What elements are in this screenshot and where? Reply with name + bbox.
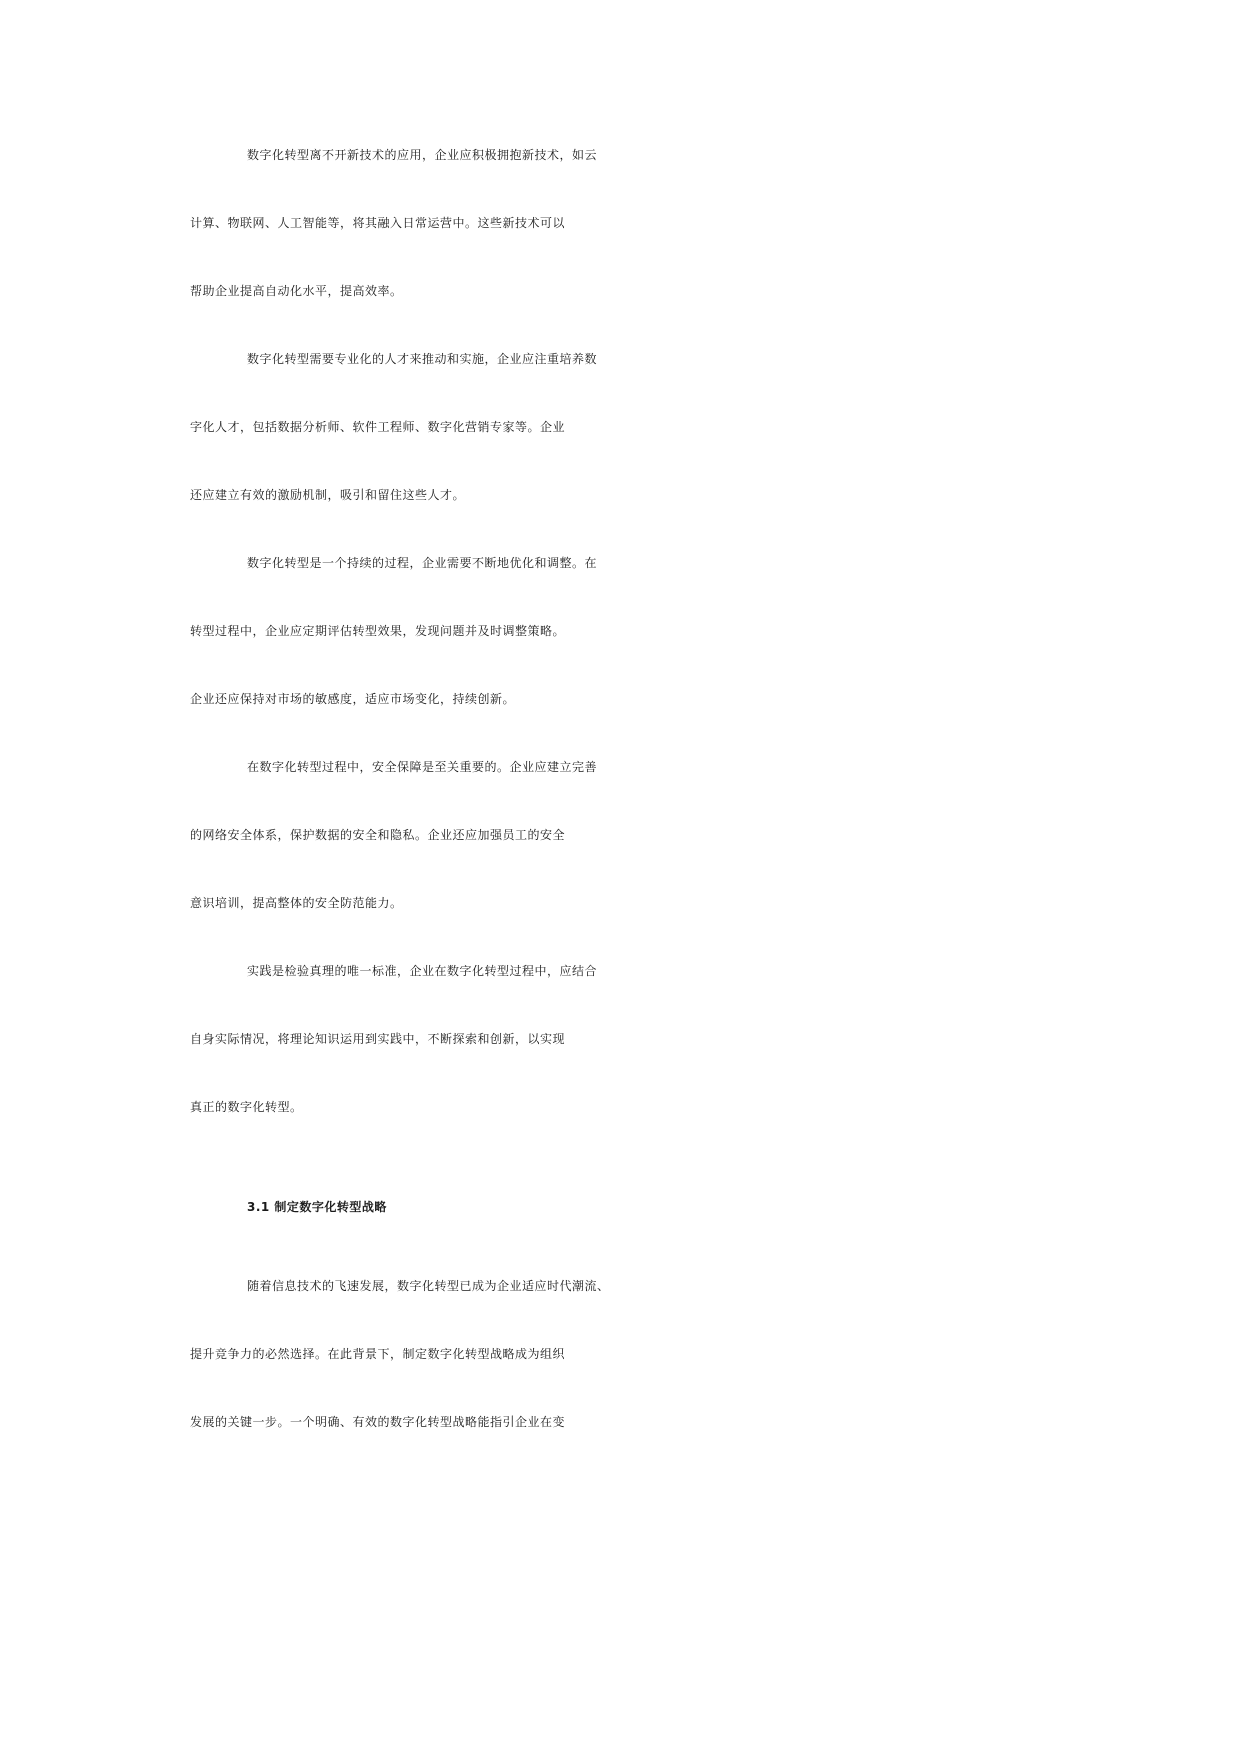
- section-heading: 3.1 制定数字化转型战略: [247, 1200, 387, 1214]
- paragraph-2-line-3: 还应建立有效的激励机制，吸引和留住这些人才。: [190, 488, 466, 502]
- paragraph-4-line-2: 的网络安全体系，保护数据的安全和隐私。企业还应加强员工的安全: [190, 828, 566, 842]
- section-paragraph-line-2: 提升竞争力的必然选择。在此背景下，制定数字化转型战略成为组织: [190, 1347, 566, 1361]
- paragraph-5-line-1: 实践是检验真理的唯一标准，企业在数字化转型过程中，应结合: [247, 964, 598, 978]
- paragraph-2-line-1: 数字化转型需要专业化的人才来推动和实施，企业应注重培养数: [247, 352, 598, 366]
- paragraph-5-line-2: 自身实际情况，将理论知识运用到实践中，不断探索和创新，以实现: [190, 1032, 566, 1046]
- paragraph-4-line-1: 在数字化转型过程中，安全保障是至关重要的。企业应建立完善: [247, 760, 598, 774]
- paragraph-1-line-3: 帮助企业提高自动化水平，提高效率。: [190, 284, 403, 298]
- paragraph-3-line-2: 转型过程中，企业应定期评估转型效果，发现问题并及时调整策略。: [190, 624, 566, 638]
- paragraph-4-line-3: 意识培训，提高整体的安全防范能力。: [190, 896, 403, 910]
- paragraph-1-line-2: 计算、物联网、人工智能等，将其融入日常运营中。这些新技术可以: [190, 216, 566, 230]
- section-paragraph-line-3: 发展的关键一步。一个明确、有效的数字化转型战略能指引企业在变: [190, 1415, 566, 1429]
- paragraph-3-line-1: 数字化转型是一个持续的过程，企业需要不断地优化和调整。在: [247, 556, 598, 570]
- paragraph-2-line-2: 字化人才，包括数据分析师、软件工程师、数字化营销专家等。企业: [190, 420, 566, 434]
- paragraph-1-line-1: 数字化转型离不开新技术的应用，企业应积极拥抱新技术，如云: [247, 148, 598, 162]
- section-paragraph-line-1: 随着信息技术的飞速发展，数字化转型已成为企业适应时代潮流、: [247, 1279, 610, 1293]
- paragraph-3-line-3: 企业还应保持对市场的敏感度，适应市场变化，持续创新。: [190, 692, 516, 706]
- paragraph-5-line-3: 真正的数字化转型。: [190, 1100, 303, 1114]
